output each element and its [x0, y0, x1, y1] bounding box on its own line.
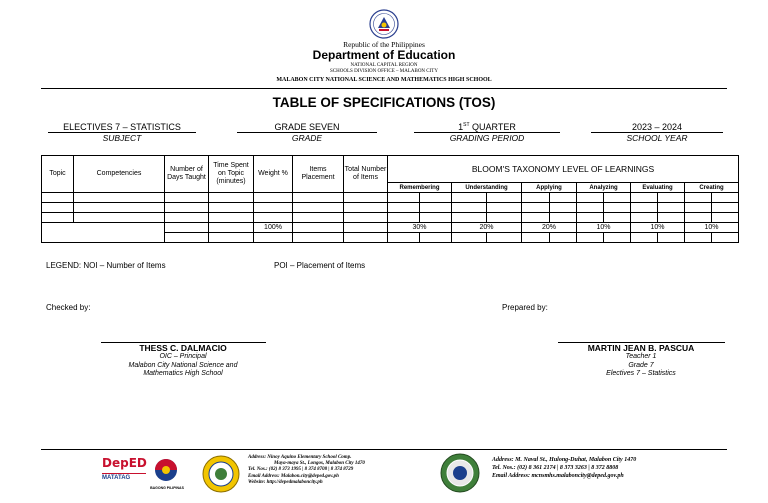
evaluating-percent: 10% [631, 223, 685, 233]
level-creating: Creating [685, 183, 739, 193]
period-superscript: ST [463, 122, 470, 128]
applying-percent: 20% [522, 223, 577, 233]
weight-total: 100% [254, 223, 293, 233]
understanding-percent: 20% [452, 223, 522, 233]
document-title: TABLE OF SPECIFICATIONS (TOS) [272, 95, 496, 110]
subject-label: SUBJECT [102, 133, 142, 143]
table-row [42, 203, 739, 213]
division-text: SCHOOLS DIVISION OFFICE – MALABON CITY [330, 69, 438, 74]
checker-role: OIC – Principal [159, 353, 207, 360]
grading-period-field [414, 122, 560, 143]
checker-block [83, 343, 283, 379]
region-text: NATIONAL CAPITAL REGION [350, 63, 418, 68]
deped-seal-icon [369, 9, 399, 39]
school-telephone: Tel. Nos.: (02) 8 361 2174 | 8 373 3263 | 8 372 8808 [492, 465, 619, 471]
sdo-malabon-seal-icon [202, 455, 240, 493]
prepared-by-label: Prepared by: [502, 303, 548, 312]
totals-blank [42, 223, 165, 243]
bagong-pilipinas-logo-icon [147, 456, 185, 488]
header-competencies: Competencies [74, 156, 165, 193]
deped-logo-text: DepED [102, 456, 147, 470]
header-placement: Items Placement [293, 156, 344, 193]
school-year-value: 2023 – 2024 [591, 122, 723, 133]
footer-divider [41, 449, 727, 450]
sdo-address-line2: Maya-maya St., Longos, Malabon City 1470 [274, 461, 365, 467]
grading-period-label: GRADING PERIOD [449, 133, 525, 143]
table-row [42, 193, 739, 203]
subject-field [48, 122, 196, 143]
region-line [0, 63, 768, 75]
level-remembering: Remembering [388, 183, 452, 193]
remembering-percent: 30% [388, 223, 452, 233]
checker-school-line1: Malabon City National Science and [128, 361, 238, 369]
grade-label: GRADE [291, 133, 323, 143]
header-weight: Weight % [254, 156, 293, 193]
table-row [42, 213, 739, 223]
bagong-pilipinas-text: BAGONG PILIPINAS [150, 486, 184, 490]
header-total: Total Number of Items [344, 156, 388, 193]
tos-table [41, 155, 739, 243]
grade-field [237, 122, 377, 143]
legend-noi: LEGEND: NOI – Number of Items [46, 261, 166, 270]
preparer-subject: Electives 7 – Statistics [606, 370, 676, 377]
sdo-telephone: Tel. Nos.: (02) 8 373 1995 | 8 374 8708 | 8 374 8729 [248, 467, 354, 473]
sdo-email: Email Address: Malabon.city@deped.gov.ph [248, 473, 339, 479]
header-topic: Topic [42, 156, 74, 193]
level-applying: Applying [522, 183, 577, 193]
school-year-field [591, 122, 723, 143]
matatag-text: MATATAG [102, 473, 146, 481]
grade-value: GRADE SEVEN [237, 122, 377, 133]
grading-period-value [414, 122, 560, 133]
school-name: MALABON CITY NATIONAL SCIENCE AND MATHEMATICS HIGH SCHOOL [276, 77, 492, 83]
checker-name: THESS C. DALMACIO [139, 343, 227, 353]
school-seal-icon [440, 453, 480, 493]
deped-matatag-logo [102, 457, 146, 493]
header-days: Number of Days Taught [165, 156, 209, 193]
preparer-role: Teacher 1 [625, 353, 657, 360]
header-divider [41, 88, 727, 89]
checked-by-label: Checked by: [46, 303, 91, 312]
level-understanding: Understanding [452, 183, 522, 193]
legend-poi: POI – Placement of Items [274, 261, 366, 270]
header-time: Time Spent on Topic (minutes) [209, 156, 254, 193]
period-text: QUARTER [469, 122, 516, 132]
school-email: Email Address: mcnsmhs.malaboncity@deped.gov.ph [492, 473, 624, 479]
checker-school-line2: Mathematics High School [143, 370, 223, 377]
level-analyzing: Analyzing [577, 183, 631, 193]
subject-value: ELECTIVES 7 – STATISTICS [48, 122, 196, 133]
sdo-address-line1: Address: Ninoy Aquino Elementary School Comp. [248, 455, 352, 460]
creating-percent: 10% [685, 223, 739, 233]
school-address: Address: M. Naval St., Hulong-Duhat, Malabon City 1470 [492, 457, 637, 463]
preparer-name: MARTIN JEAN B. PASCUA [587, 343, 695, 353]
analyzing-percent: 10% [577, 223, 631, 233]
school-year-label: SCHOOL YEAR [626, 133, 688, 143]
republic-line: Republic of the Philippines [343, 40, 425, 49]
sdo-address-block [248, 455, 418, 486]
sdo-website: Website: http://depedmalaboncity.ph [248, 479, 323, 485]
header-blooms: BLOOM'S TAXONOMY LEVEL OF LEARNINGS [388, 156, 739, 183]
department-name: Department of Education [312, 48, 456, 62]
totals-row [42, 223, 739, 233]
preparer-block [541, 343, 741, 379]
level-evaluating: Evaluating [631, 183, 685, 193]
period-number: 1 [458, 122, 464, 132]
preparer-grade: Grade 7 [628, 361, 654, 369]
school-address-block [492, 456, 722, 480]
